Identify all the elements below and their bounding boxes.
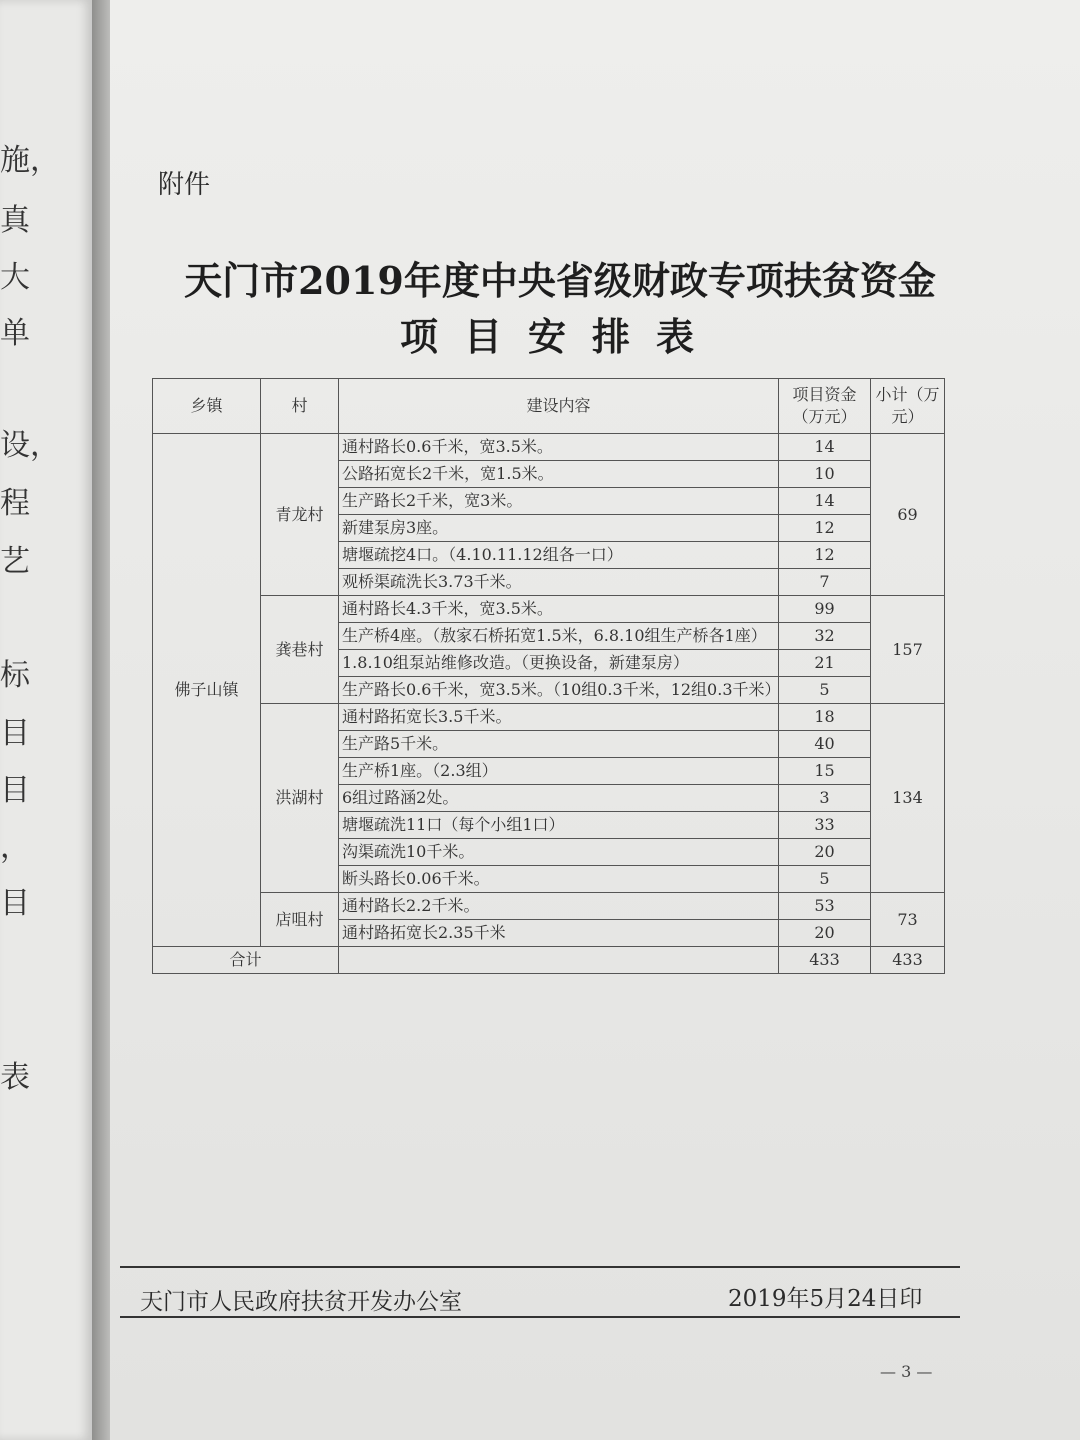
left-fragment: 真 <box>0 203 30 238</box>
content-cell: 生产路长2千米，宽3米。 <box>339 488 779 515</box>
content-cell: 1.8.10组泵站维修改造。（更换设备，新建泵房） <box>339 650 779 677</box>
fund-cell: 32 <box>779 623 871 650</box>
fund-cell: 21 <box>779 650 871 677</box>
fund-cell: 18 <box>779 704 871 731</box>
content-cell: 观桥渠疏洗长3.73千米。 <box>339 569 779 596</box>
fund-cell: 20 <box>779 839 871 866</box>
left-fragment: 施， <box>0 143 60 178</box>
left-fragment: 目 <box>0 716 30 751</box>
left-fragment: 表 <box>0 1060 30 1095</box>
header-fund: 项目资金（万元） <box>779 379 871 434</box>
content-cell: 6组过路涵2处。 <box>339 785 779 812</box>
content-cell: 通村路拓宽长2.35千米 <box>339 920 779 947</box>
content-cell: 生产路长0.6千米，宽3.5米。（10组0.3千米，12组0.3千米） <box>339 677 779 704</box>
total-content-empty <box>339 947 779 974</box>
total-subtotal: 433 <box>871 947 945 974</box>
fund-cell: 40 <box>779 731 871 758</box>
fund-cell: 3 <box>779 785 871 812</box>
table-row <box>153 596 945 623</box>
attachment-label: 附件 <box>158 170 211 200</box>
content-cell: 通村路长4.3千米，宽3.5米。 <box>339 596 779 623</box>
left-fragment: 大 <box>0 260 30 295</box>
book-gutter <box>92 0 110 1440</box>
fund-cell: 10 <box>779 461 871 488</box>
fund-cell: 12 <box>779 515 871 542</box>
issuing-office: 天门市人民政府扶贫开发办公室 <box>140 1289 462 1315</box>
header-village: 村 <box>261 379 339 434</box>
fund-cell: 5 <box>779 677 871 704</box>
project-table <box>152 378 945 974</box>
fund-cell: 33 <box>779 812 871 839</box>
left-fragment: 目 <box>0 773 30 808</box>
total-row <box>153 947 945 974</box>
header-subtotal: 小计（万元） <box>871 379 945 434</box>
left-fragment: 设， <box>0 428 60 463</box>
left-fragment: ， <box>0 830 30 865</box>
table-row <box>153 893 945 920</box>
content-cell: 生产路5千米。 <box>339 731 779 758</box>
village-cell: 店咀村 <box>261 893 339 947</box>
content-cell: 生产桥1座。（2.3组） <box>339 758 779 785</box>
fund-cell: 12 <box>779 542 871 569</box>
village-cell: 青龙村 <box>261 434 339 596</box>
left-fragment: 艺 <box>0 544 30 579</box>
town-cell: 佛子山镇 <box>153 434 261 947</box>
subtotal-cell: 69 <box>871 434 945 596</box>
content-cell: 沟渠疏洗10千米。 <box>339 839 779 866</box>
total-label: 合计 <box>153 947 339 974</box>
table-row <box>153 434 945 461</box>
subtotal-cell: 73 <box>871 893 945 947</box>
fund-cell: 53 <box>779 893 871 920</box>
document-title-line-1: 天门市2019年度中央省级财政专项扶贫资金 <box>184 258 936 303</box>
header-town: 乡镇 <box>153 379 261 434</box>
left-fragment: 标 <box>0 658 30 693</box>
content-cell: 新建泵房3座。 <box>339 515 779 542</box>
left-fragment: 单 <box>0 316 30 351</box>
left-fragment: 目 <box>0 886 30 921</box>
header-content: 建设内容 <box>339 379 779 434</box>
village-cell: 洪湖村 <box>261 704 339 893</box>
previous-page-edge <box>0 0 92 1440</box>
fund-cell: 14 <box>779 434 871 461</box>
content-cell: 塘堰疏挖4口。（4.10.11.12组各一口） <box>339 542 779 569</box>
left-fragment: 程 <box>0 486 30 521</box>
total-fund: 433 <box>779 947 871 974</box>
subtotal-cell: 134 <box>871 704 945 893</box>
footer-bottom-rule <box>120 1316 960 1318</box>
fund-cell: 15 <box>779 758 871 785</box>
fund-cell: 20 <box>779 920 871 947</box>
print-date: 2019年5月24日印 <box>728 1286 923 1312</box>
footer-top-rule <box>120 1266 960 1268</box>
fund-cell: 5 <box>779 866 871 893</box>
content-cell: 通村路拓宽长3.5千米。 <box>339 704 779 731</box>
document-title-line-2: 项目安排表 <box>399 314 720 359</box>
subtotal-cell: 157 <box>871 596 945 704</box>
fund-cell: 7 <box>779 569 871 596</box>
table-row <box>153 704 945 731</box>
content-cell: 通村路长0.6千米，宽3.5米。 <box>339 434 779 461</box>
content-cell: 通村路长2.2千米。 <box>339 893 779 920</box>
fund-cell: 99 <box>779 596 871 623</box>
table-header-row <box>153 379 945 434</box>
content-cell: 生产桥4座。（敖家石桥拓宽1.5米，6.8.10组生产桥各1座） <box>339 623 779 650</box>
content-cell: 公路拓宽长2千米，宽1.5米。 <box>339 461 779 488</box>
fund-cell: 14 <box>779 488 871 515</box>
page-number: — 3 — <box>880 1362 933 1381</box>
content-cell: 断头路长0.06千米。 <box>339 866 779 893</box>
village-cell: 龚巷村 <box>261 596 339 704</box>
content-cell: 塘堰疏洗11口（每个小组1口） <box>339 812 779 839</box>
